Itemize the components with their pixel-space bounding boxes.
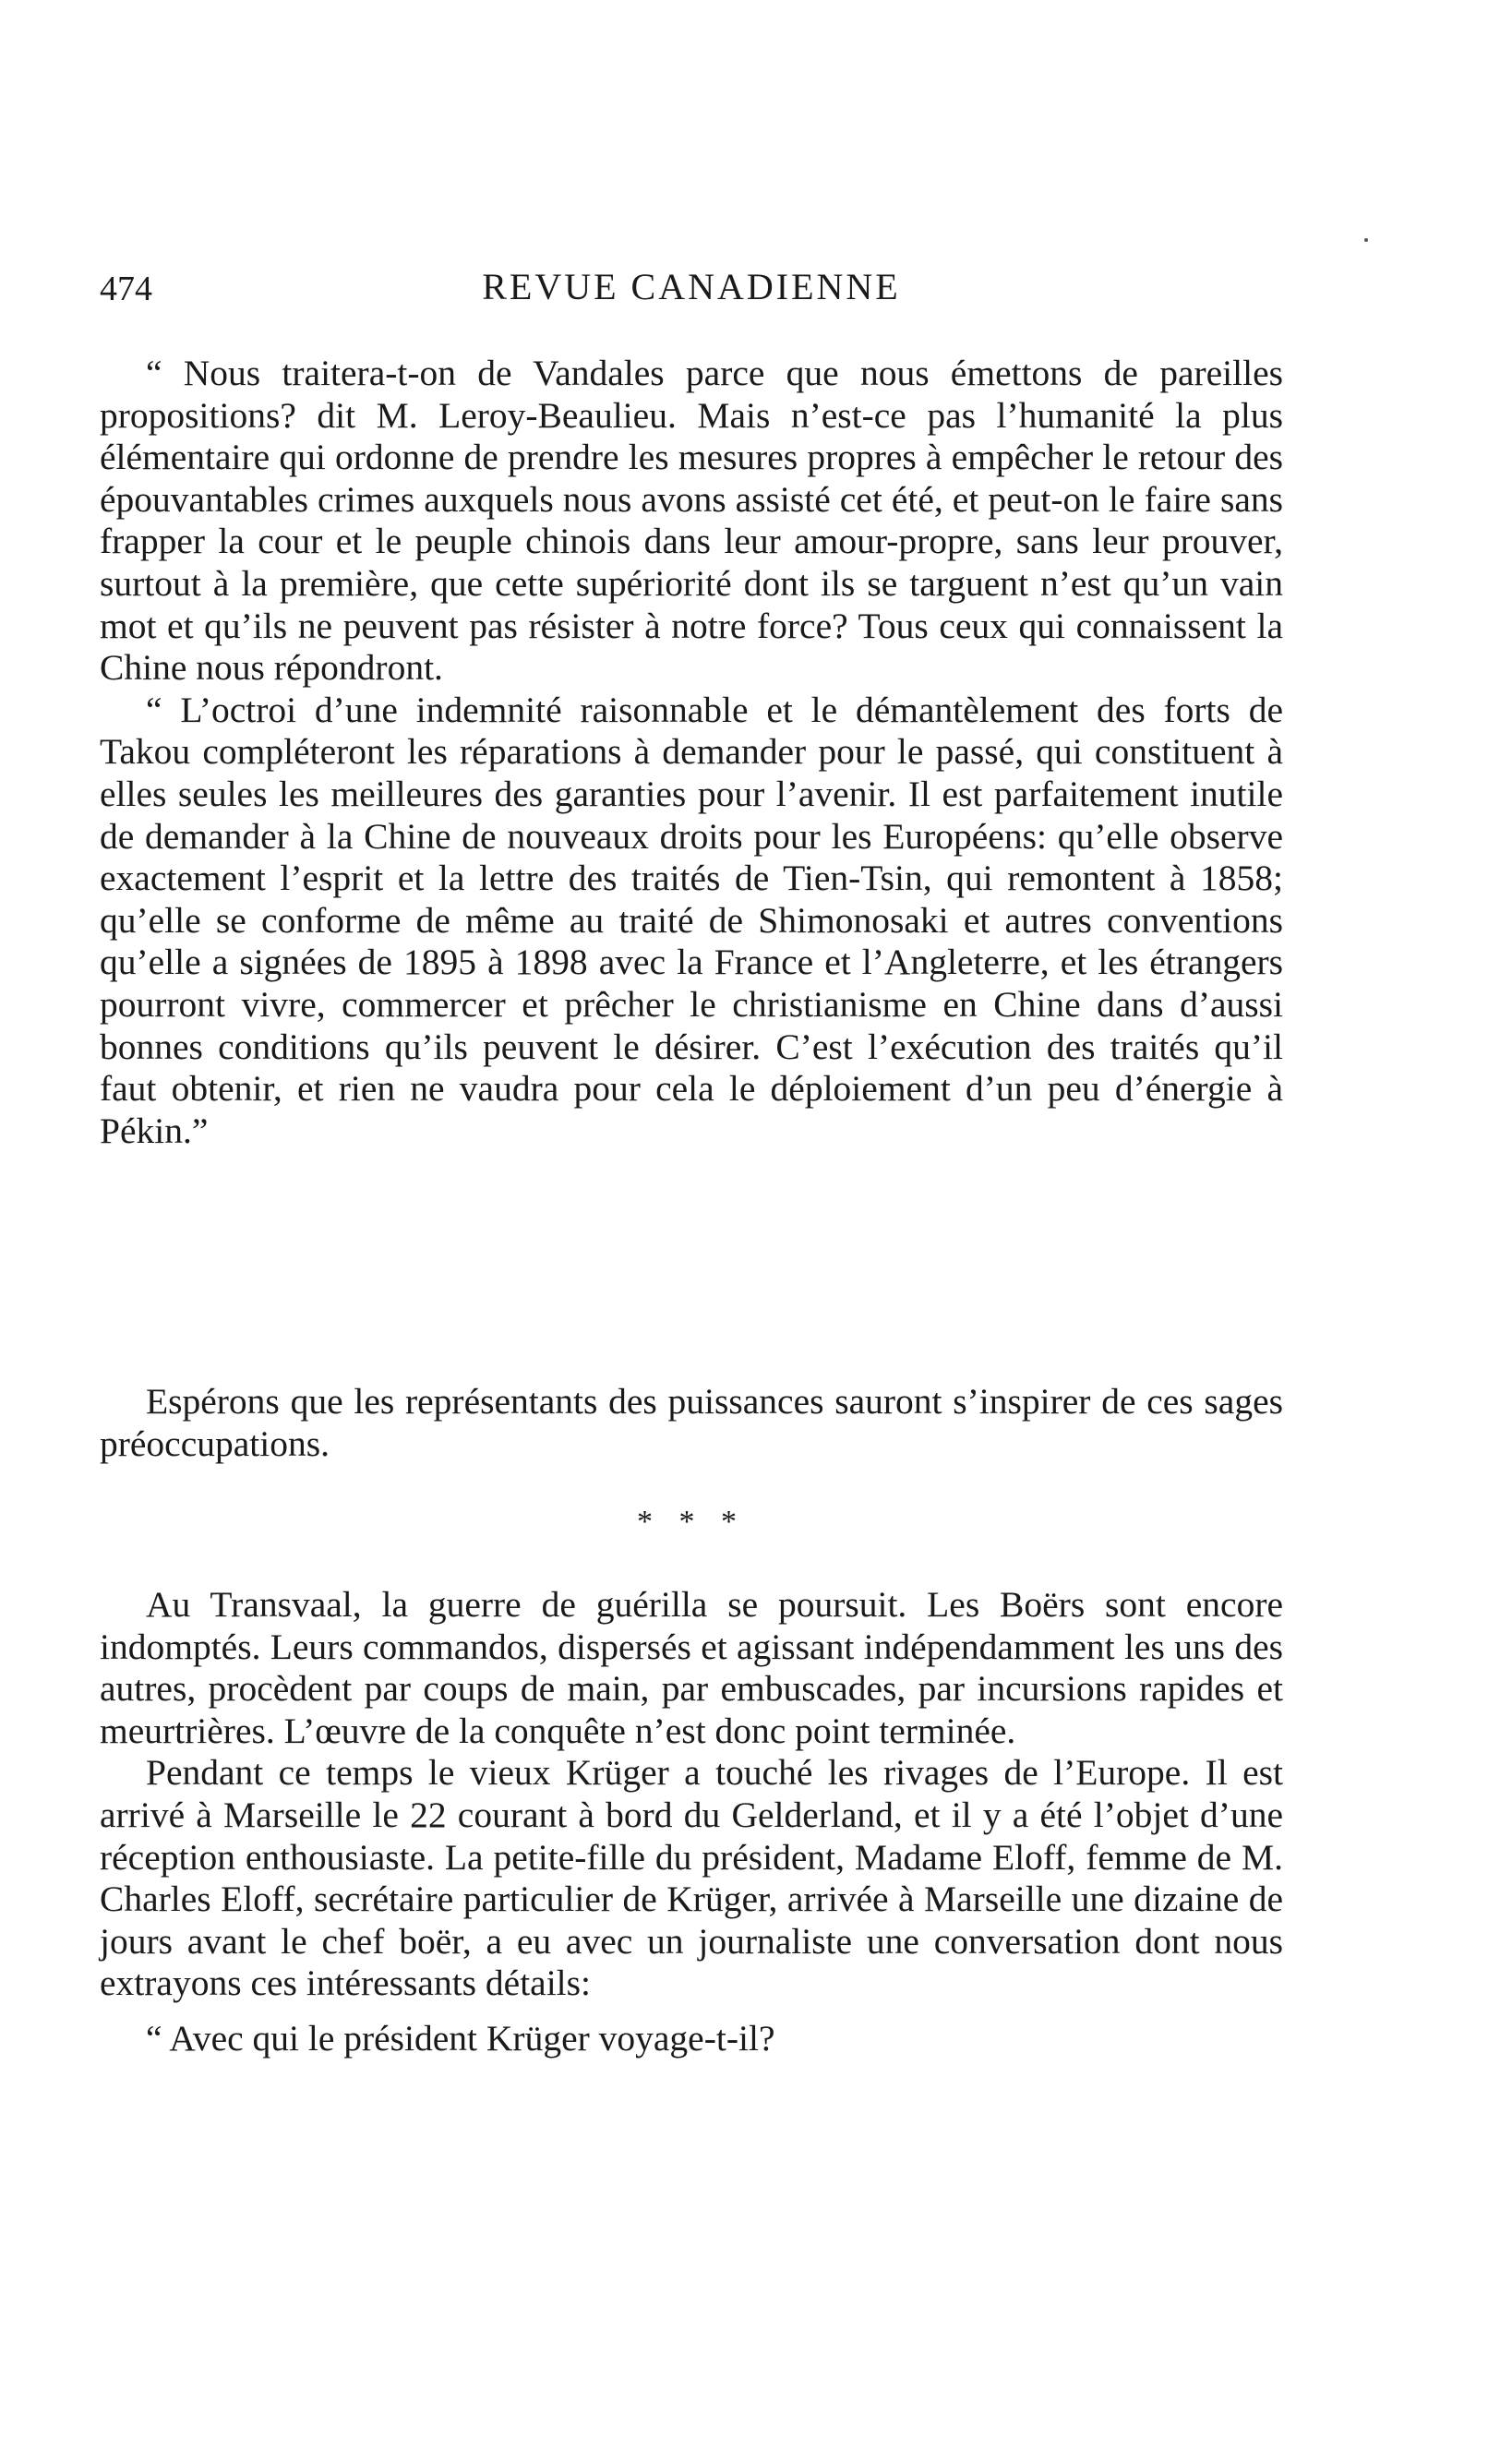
paragraph: Espérons que les représentants des puissances sauront s’inspirer de ces sages préoccupations. [100, 1381, 1283, 1464]
closing-remark [100, 1381, 1283, 1465]
paragraph: Pendant ce temps le vieux Krüger a touché les rivages de l’Europe. Il est arrivé à Marseille le 22 courant à bord du Gelderland, et il y a été l’objet d’une réception enthousiaste. La petite-fille du président, Madame Eloff, femme de M. Charles Eloff, secrétaire particulier de Krüger, arrivée à Marseille une dizaine de jours avant le chef boër, a eu avec un journaliste une conversation dont nous extrayons ces intéressants détails: [100, 1752, 1283, 2004]
paragraph: “ Avec qui le président Krüger voyage-t-il? [146, 2017, 775, 2059]
running-title: REVUE CANADIENNE [482, 266, 901, 307]
page-header [100, 265, 1283, 311]
leroy-beaulieu-quotation [100, 353, 1283, 1152]
section-separator: * * * [637, 1505, 746, 1539]
transvaal-section [100, 1584, 1283, 2060]
paragraph: Au Transvaal, la guerre de guérilla se poursuit. Les Boërs sont encore indomptés. Leurs commandos, dispersés et agissant indépendamment les uns des autres, procèdent par coups de main, par embuscades, par incursions rapides et meurtrières. L’œuvre de la conquête n’est donc point terminée. [100, 1584, 1283, 1751]
page-number: 474 [100, 270, 152, 308]
paragraph: “ Nous traitera-t-on de Vandales parce que nous émettons de pareilles propositions? dit M. Leroy-Beaulieu. Mais n’est-ce pas l’humanité la plus élémentaire qui ordonne de prendre les mesures propres à empêcher le retour des épouvantables crimes auxquels nous avons assisté cet été, et peut-on le faire sans frapper la cour et le peuple chinois dans leur amour-propre, sans leur prouver, surtout à la première, que cette supériorité dont ils se targuent n’est qu’un vain mot et qu’ils ne peuvent pas résister à notre force? Tous ceux qui connaissent la Chine nous répondront. [100, 353, 1283, 689]
paragraph: “ L’octroi d’une indemnité raisonnable et le démantèlement des forts de Takou compléteront les réparations à demander pour le passé, qui constituent à elles seules les meilleures des garanties pour l’avenir. Il est parfaitement inutile de demander à la Chine de nouveaux droits pour les Européens: qu’elle observe exactement l’esprit et la lettre des traités de Tien-Tsin, qui remontent à 1858; qu’elle se conforme de même au traité de Shimonosaki et autres conventions qu’elle a signées de 1895 à 1898 avec la France et l’Angleterre, et les étrangers pourront vivre, commercer et prêcher le christianisme en Chine dans d’aussi bonnes conditions qu’ils peuvent le désirer. C’est l’exécution des traités qu’il faut obtenir, et rien ne vaudra pour cela le déploiement d’un peu d’énergie à Pékin.” [100, 689, 1283, 1151]
print-speck [1364, 238, 1368, 242]
